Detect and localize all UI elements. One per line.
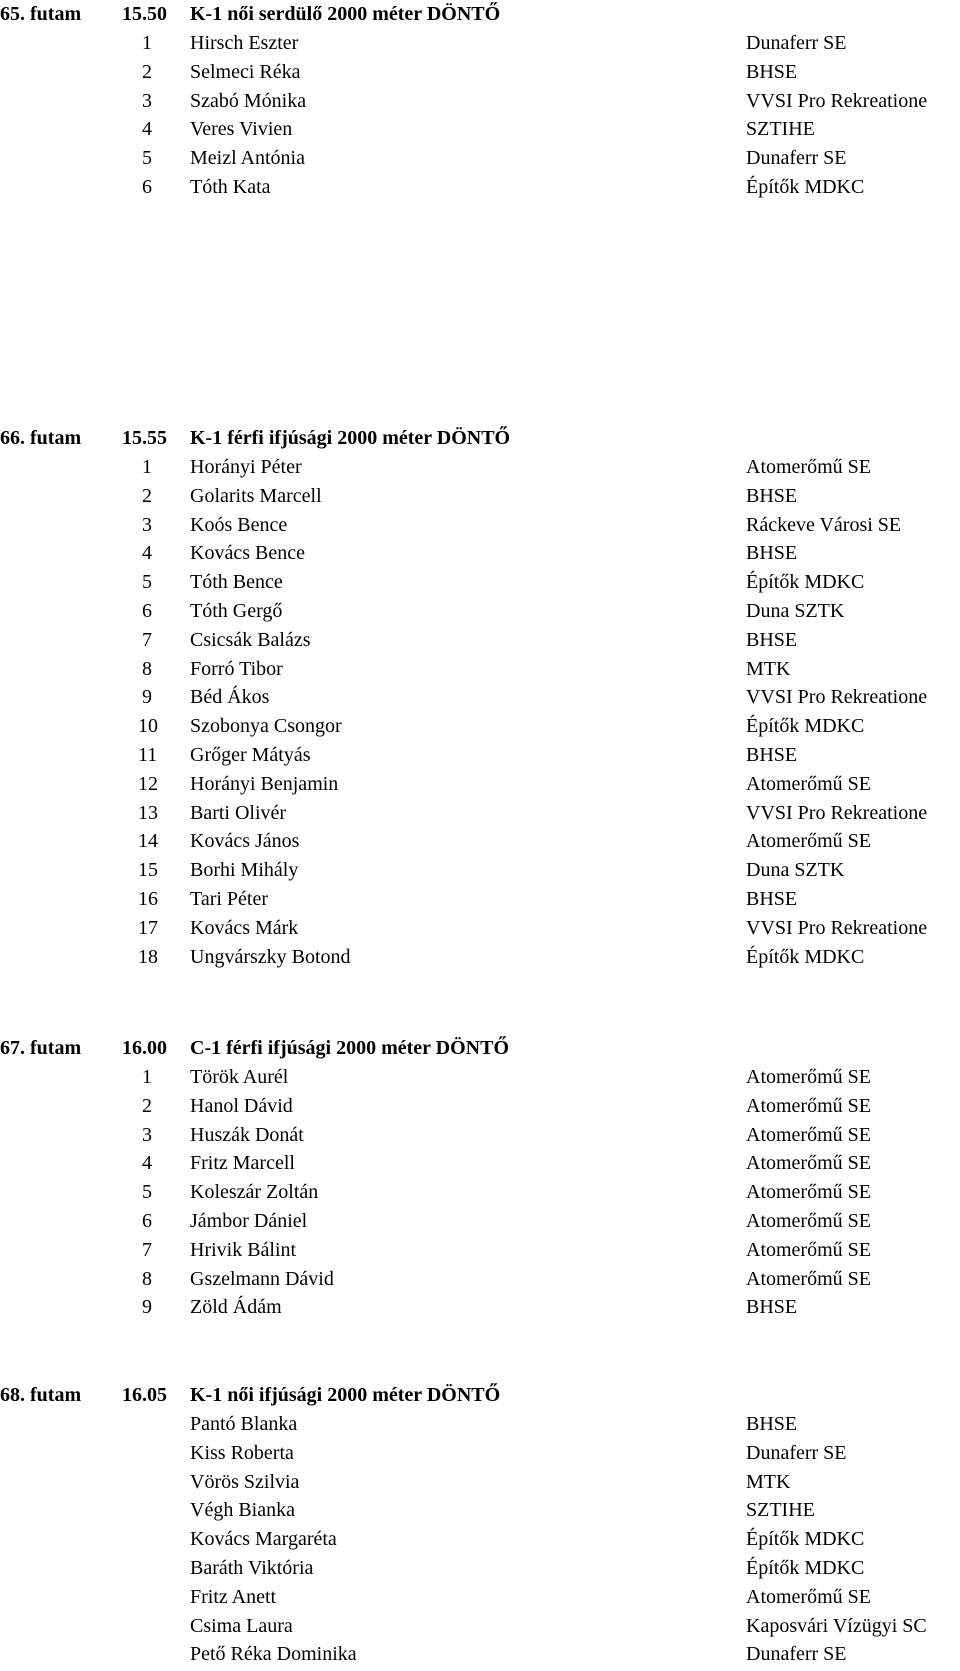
- club-name: Dunaferr SE: [746, 1643, 847, 1666]
- result-row: [0, 885, 960, 914]
- race-title: K-1 férfi ifjúsági 2000 méter DÖNTŐ: [190, 427, 511, 449]
- result-row: [0, 1236, 960, 1265]
- result-row: [0, 1525, 960, 1554]
- club-name: Atomerőmű SE: [746, 456, 871, 478]
- result-place: 17: [138, 916, 158, 939]
- result-row: [0, 1063, 960, 1092]
- result-place: 7: [142, 628, 152, 651]
- club-name: Atomerőmű SE: [746, 1267, 871, 1290]
- athlete-name: Veres Vivien: [190, 118, 293, 141]
- result-place: 8: [142, 657, 152, 680]
- athlete-name: Baráth Viktória: [190, 1556, 314, 1579]
- result-row: [0, 539, 960, 568]
- club-name: SZTIHE: [746, 118, 815, 141]
- result-row: [0, 173, 960, 202]
- club-name: MTK: [746, 657, 791, 680]
- race-block: [0, 1381, 960, 1669]
- race-time: 16.05: [122, 1384, 167, 1406]
- athlete-name: Hirsch Eszter: [190, 32, 299, 54]
- athlete-name: Pantó Blanka: [190, 1413, 298, 1435]
- race-number: 65. futam: [0, 3, 82, 25]
- club-name: VVSI Pro Rekreatione: [746, 686, 928, 709]
- race-header: [0, 1034, 960, 1063]
- race-block: [0, 1034, 960, 1322]
- result-place: 9: [142, 1296, 152, 1319]
- athlete-name: Horányi Péter: [190, 456, 302, 478]
- athlete-name: Ungvárszky Botond: [190, 945, 351, 968]
- result-row: [0, 1468, 960, 1497]
- athlete-name: Tóth Bence: [190, 571, 283, 594]
- race-header: [0, 424, 960, 453]
- athlete-name: Fritz Marcell: [190, 1152, 295, 1175]
- athlete-name: Szabó Mónika: [190, 89, 307, 112]
- club-name: BHSE: [746, 484, 798, 507]
- race-number: 68. futam: [0, 1384, 82, 1406]
- club-name: BHSE: [746, 628, 798, 651]
- result-row: [0, 1265, 960, 1294]
- result-row: [0, 453, 960, 482]
- result-row: [0, 1554, 960, 1583]
- result-place: 4: [142, 1152, 152, 1175]
- club-name: Atomerőmű SE: [746, 1181, 871, 1204]
- athlete-name: Tóth Kata: [190, 175, 271, 198]
- race-title: K-1 női serdülő 2000 méter DÖNTŐ: [190, 3, 501, 25]
- club-name: Építők MDKC: [746, 945, 865, 968]
- athlete-name: Horányi Benjamin: [190, 772, 339, 795]
- club-name: BHSE: [746, 1296, 798, 1319]
- result-place: 8: [142, 1267, 152, 1290]
- athlete-name: Meizl Antónia: [190, 147, 305, 170]
- club-name: VVSI Pro Rekreatione: [746, 801, 928, 824]
- athlete-name: Kovács Márk: [190, 916, 299, 939]
- result-row: [0, 1583, 960, 1612]
- result-row: [0, 712, 960, 741]
- result-place: 2: [142, 1094, 152, 1117]
- club-name: MTK: [746, 1470, 791, 1493]
- athlete-name: Végh Bianka: [190, 1499, 295, 1522]
- result-row: [0, 626, 960, 655]
- athlete-name: Szobonya Csongor: [190, 715, 342, 738]
- result-place: 13: [138, 801, 158, 824]
- result-row: [0, 1496, 960, 1525]
- athlete-name: Barti Olivér: [190, 801, 287, 824]
- club-name: VVSI Pro Rekreatione: [746, 916, 928, 939]
- athlete-name: Borhi Mihály: [190, 859, 299, 882]
- result-row: [0, 1207, 960, 1236]
- race-block: [0, 424, 960, 971]
- club-name: SZTIHE: [746, 1499, 815, 1522]
- club-name: VVSI Pro Rekreatione: [746, 89, 928, 112]
- result-row: [0, 1612, 960, 1641]
- result-place: 2: [142, 484, 152, 507]
- athlete-name: Csicsák Balázs: [190, 628, 311, 651]
- club-name: Atomerőmű SE: [746, 1094, 871, 1117]
- result-row: [0, 655, 960, 684]
- result-row: [0, 87, 960, 116]
- result-place: 9: [142, 686, 152, 709]
- athlete-name: Zöld Ádám: [190, 1296, 282, 1319]
- race-block: [0, 0, 960, 202]
- result-place: 12: [138, 772, 158, 795]
- club-name: Kaposvári Vízügyi SC: [746, 1614, 927, 1637]
- athlete-name: Grőger Mátyás: [190, 743, 311, 766]
- result-place: 5: [142, 571, 152, 594]
- race-header: [0, 1381, 960, 1410]
- athlete-name: Vörös Szilvia: [190, 1470, 300, 1493]
- result-row: [0, 144, 960, 173]
- athlete-name: Kovács Margaréta: [190, 1528, 337, 1551]
- club-name: Építők MDKC: [746, 175, 865, 198]
- club-name: Építők MDKC: [746, 715, 865, 738]
- club-name: Duna SZTK: [746, 599, 845, 622]
- result-row: [0, 482, 960, 511]
- club-name: BHSE: [746, 887, 798, 910]
- result-row: [0, 799, 960, 828]
- race-number: 66. futam: [0, 427, 82, 449]
- result-row: [0, 943, 960, 972]
- athlete-name: Fritz Anett: [190, 1585, 277, 1608]
- race-title: K-1 női ifjúsági 2000 méter DÖNTŐ: [190, 1384, 501, 1406]
- club-name: Atomerőmű SE: [746, 1209, 871, 1232]
- athlete-name: Pető Réka Dominika: [190, 1643, 357, 1666]
- race-time: 15.50: [122, 3, 167, 25]
- result-row: [0, 856, 960, 885]
- athlete-name: Golarits Marcell: [190, 484, 322, 507]
- result-place: 6: [142, 599, 152, 622]
- result-place: 6: [142, 1209, 152, 1232]
- athlete-name: Forró Tibor: [190, 657, 283, 680]
- club-name: BHSE: [746, 542, 798, 565]
- result-place: 3: [142, 89, 152, 112]
- result-place: 10: [138, 715, 158, 738]
- club-name: Atomerőmű SE: [746, 1152, 871, 1175]
- result-row: [0, 1178, 960, 1207]
- athlete-name: Huszák Donát: [190, 1123, 304, 1146]
- athlete-name: Gszelmann Dávid: [190, 1267, 334, 1290]
- result-place: 6: [142, 175, 152, 198]
- club-name: Atomerőmű SE: [746, 1123, 871, 1146]
- athlete-name: Török Aurél: [190, 1066, 289, 1088]
- result-place: 4: [142, 542, 152, 565]
- race-time: 16.00: [122, 1037, 167, 1059]
- club-name: Atomerőmű SE: [746, 1238, 871, 1261]
- result-place: 15: [138, 859, 158, 882]
- club-name: Építők MDKC: [746, 1528, 865, 1551]
- result-row: [0, 115, 960, 144]
- club-name: BHSE: [746, 1413, 798, 1435]
- result-row: [0, 827, 960, 856]
- club-name: Építők MDKC: [746, 1556, 865, 1579]
- athlete-name: Hanol Dávid: [190, 1094, 293, 1117]
- result-row: [0, 58, 960, 87]
- athlete-name: Hrivik Bálint: [190, 1238, 297, 1261]
- result-place: 18: [138, 945, 158, 968]
- race-number: 67. futam: [0, 1037, 82, 1059]
- result-row: [0, 29, 960, 58]
- club-name: Ráckeve Városi SE: [746, 513, 902, 536]
- result-place: 1: [142, 456, 152, 478]
- result-row: [0, 741, 960, 770]
- club-name: Dunaferr SE: [746, 147, 847, 170]
- athlete-name: Csima Laura: [190, 1614, 293, 1637]
- race-title: C-1 férfi ifjúsági 2000 méter DÖNTŐ: [190, 1037, 510, 1059]
- athlete-name: Koleszár Zoltán: [190, 1181, 319, 1204]
- result-place: 2: [142, 60, 152, 83]
- result-row: [0, 1640, 960, 1669]
- result-row: [0, 1092, 960, 1121]
- result-place: 5: [142, 147, 152, 170]
- result-row: [0, 1439, 960, 1468]
- athlete-name: Jámbor Dániel: [190, 1209, 308, 1232]
- club-name: Duna SZTK: [746, 859, 845, 882]
- athlete-name: Selmeci Réka: [190, 60, 301, 83]
- athlete-name: Tari Péter: [190, 887, 269, 910]
- athlete-name: Kovács Bence: [190, 542, 305, 565]
- club-name: Dunaferr SE: [746, 32, 847, 54]
- result-place: 4: [142, 118, 152, 141]
- athlete-name: Béd Ákos: [190, 686, 270, 709]
- result-place: 14: [138, 830, 158, 853]
- result-place: 3: [142, 1123, 152, 1146]
- result-place: 11: [138, 743, 158, 766]
- club-name: Atomerőmű SE: [746, 830, 871, 853]
- result-place: 3: [142, 513, 152, 536]
- club-name: Atomerőmű SE: [746, 772, 871, 795]
- result-row: [0, 597, 960, 626]
- club-name: Dunaferr SE: [746, 1441, 847, 1464]
- result-place: 5: [142, 1181, 152, 1204]
- result-row: [0, 1121, 960, 1150]
- result-row: [0, 683, 960, 712]
- result-row: [0, 1410, 960, 1439]
- result-row: [0, 770, 960, 799]
- result-place: 1: [142, 32, 152, 54]
- athlete-name: Kovács János: [190, 830, 300, 853]
- result-place: 1: [142, 1066, 152, 1088]
- club-name: BHSE: [746, 743, 798, 766]
- race-time: 15.55: [122, 427, 167, 449]
- result-row: [0, 1293, 960, 1322]
- result-place: 7: [142, 1238, 152, 1261]
- race-header: [0, 0, 960, 29]
- result-place: 16: [138, 887, 158, 910]
- result-row: [0, 1149, 960, 1178]
- athlete-name: Kiss Roberta: [190, 1441, 294, 1464]
- club-name: Atomerőmű SE: [746, 1066, 871, 1088]
- club-name: Építők MDKC: [746, 571, 865, 594]
- result-row: [0, 568, 960, 597]
- athlete-name: Koós Bence: [190, 513, 288, 536]
- athlete-name: Tóth Gergő: [190, 599, 283, 622]
- club-name: Atomerőmű SE: [746, 1585, 871, 1608]
- result-row: [0, 511, 960, 540]
- result-row: [0, 914, 960, 943]
- club-name: BHSE: [746, 60, 798, 83]
